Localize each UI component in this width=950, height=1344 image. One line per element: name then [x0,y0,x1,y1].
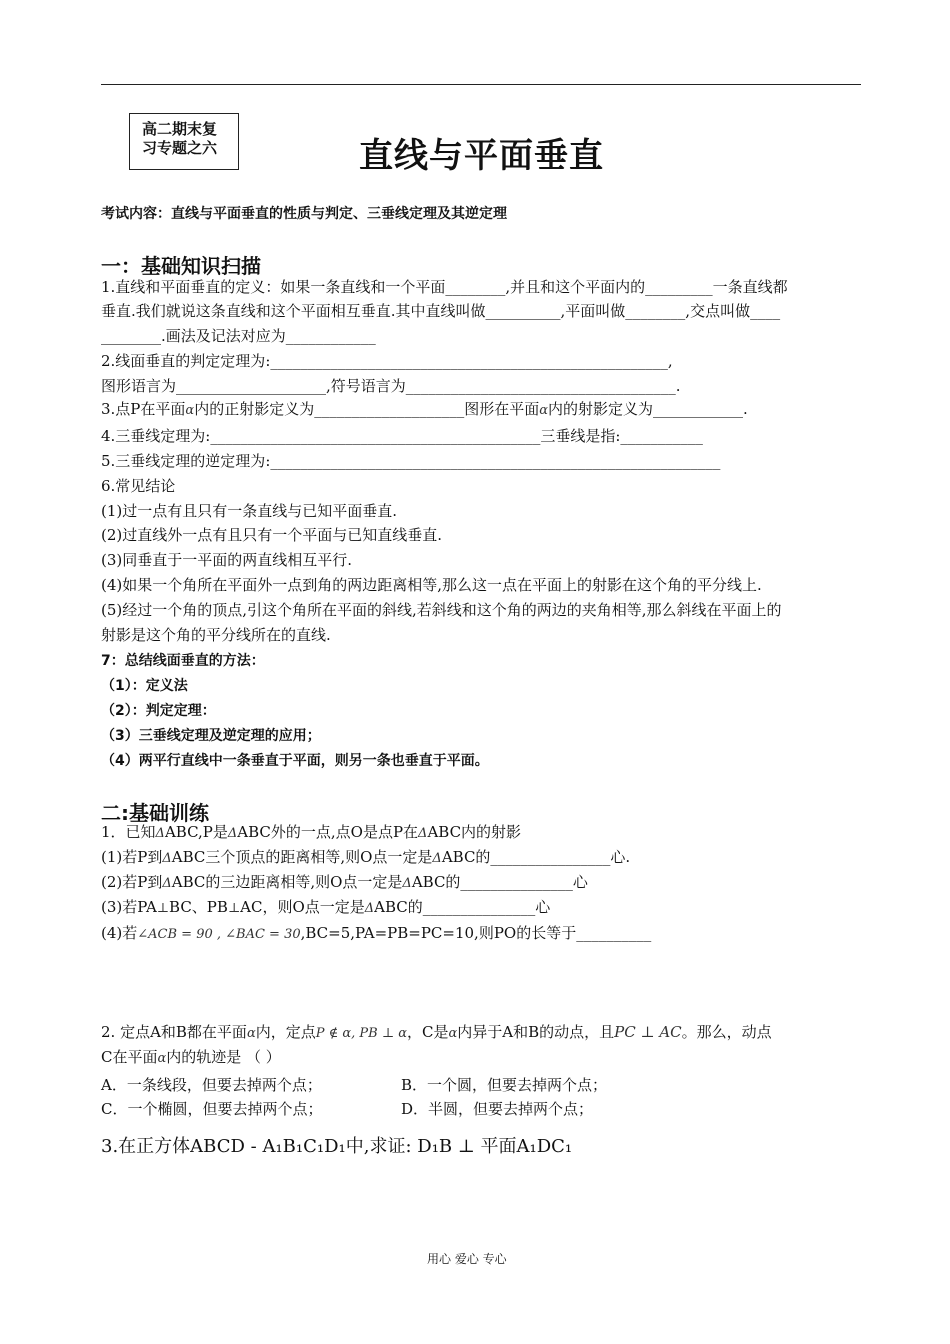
q1-text: ,BC=5,PA=PB=PC=10,则PO的长等于__________ [300,924,652,942]
triangle-symbol: Δ [418,826,428,841]
q1-text: ABC外的一点,点O是点P在 [237,823,419,841]
q2-text: 。那么，动点 [681,1023,772,1041]
conclusion-3: (3)同垂直于一平面的两直线相互平行. [101,551,353,569]
method-3: （3）三垂线定理及逆定理的应用； [101,728,321,744]
page-title: 直线与平面垂直 [359,136,604,176]
q2-text: 内异于A和B的动点，且 [457,1023,615,1041]
method-1: （1）：定义法 [101,678,188,694]
question-2-line-1 [101,1021,772,1042]
triangle-symbol: Δ [402,876,412,891]
conclusion-1: (1)过一点有且只有一条直线与已知平面垂直. [101,502,398,520]
alpha-symbol: α [448,1026,458,1041]
projection-line [101,398,748,419]
option-b: B．一个圆，但要去掉两个点； [401,1076,608,1094]
q1-text: ABC三个顶点的距离相等,则O点一定是 [171,848,433,866]
q2-text: C在平面 [101,1048,158,1066]
page-footer: 用心 爱心 专心 [427,1252,507,1266]
q2-text: 内的轨迹是 （ ） [166,1048,281,1066]
triangle-symbol: Δ [162,851,172,866]
triangle-symbol: Δ [162,876,172,891]
conclusion-5-line-2: 射影是这个角的平分线所在的直线. [101,626,331,644]
conclusion-4: (4)如果一个角所在平面外一点到角的两边距离相等,那么这一点在平面上的射影在这个角的平分线上. [101,576,762,594]
option-c: C．一个椭圆，但要去掉两个点； [101,1100,323,1118]
method-2: （2）：判定定理： [101,703,216,719]
conclusion-5-line-1: (5)经过一个角的顶点,引这个角所在平面的斜线,若斜线和这个角的两边的夹角相等,那么斜线在平面上的 [101,601,782,619]
alpha-symbol: α [246,1026,256,1041]
q1-text: 1．已知 [101,823,156,841]
definition-line-3: ________.画法及记法对应为____________ [101,327,376,345]
option-a: A．一条线段，但要去掉两个点； [101,1076,322,1094]
definition-line-2: 垂直.我们就说这条直线和这个平面相互垂直.其中直线叫做__________,平面叫做________,交点叫做____ [101,302,781,320]
question-1-part-1 [101,846,630,867]
section-heading-basics: 一：基础知识扫描 [101,254,261,278]
projection-text-a: 3.点P在平面 [101,400,186,418]
definition-line-1: 1.直线和平面垂直的定义：如果一条直线和一个平面________,并且和这个平面内的_________一条直线都 [101,278,788,296]
q2-text: 2. 定点A和B都在平面 [101,1023,247,1041]
q1-text: ABC的_______________心 [411,873,588,891]
question-1-part-4 [101,922,651,943]
methods-title: 7：总结线面垂直的方法： [101,653,265,669]
perp-formula: PC ⊥ AC [614,1023,682,1041]
q2-text: ，C是 [406,1023,449,1041]
alpha-symbol: α [539,403,548,418]
question-1-stem [101,821,521,842]
q1-text: ABC的三边距离相等,则O点一定是 [171,873,403,891]
projection-text-c: 内的射影定义为____________. [547,400,748,418]
conclusion-2: (2)过直线外一点有且只有一个平面与已知直线垂直. [101,526,443,544]
question-3: 3.在正方体ABCD - A₁B₁C₁D₁中,求证: D₁B ⊥ 平面A₁DC₁ [101,1136,573,1157]
question-1-part-2 [101,871,588,892]
option-d: D．半圆，但要去掉两个点； [401,1100,594,1118]
q2-text: 内，定点 [255,1023,316,1041]
q1-text: AC，则O点一定是 [240,898,365,916]
badge-line-2: 习专题之六 [142,139,218,157]
section-heading-training: 二:基础训练 [101,801,209,825]
alpha-symbol: α [157,1051,167,1066]
perpendicular-symbol: ⊥ [227,901,241,916]
condition-formula: P ∉ α, PB ⊥ α [315,1026,407,1041]
three-perp-theorem: 4.三垂线定理为:____________________________________________三垂线是指:___________ [101,427,703,445]
question-1-part-3 [101,896,550,917]
question-2-line-2 [101,1046,281,1067]
topic-badge [129,113,239,170]
alpha-symbol: α [185,403,195,418]
triangle-symbol: Δ [155,826,165,841]
q1-text: (1)若P到 [101,848,163,866]
projection-text-b: 内的正射影定义为____________________图形在平面 [194,400,540,418]
angle-formula: ∠ACB = 90 , ∠BAC = 30 [137,927,301,942]
triangle-symbol: Δ [432,851,442,866]
method-4: （4）两平行直线中一条垂直于平面，则另一条也垂直于平面。 [101,753,489,769]
three-perp-converse: 5.三垂线定理的逆定理为:____________________________________________________________ [101,452,721,470]
perpendicular-symbol: ⊥ [156,901,170,916]
top-rule [101,84,861,85]
conclusions-title: 6.常见结论 [101,477,176,495]
q1-text: ABC,P是 [164,823,228,841]
criterion-line-2: 图形语言为____________________,符号语言为____________________________________. [101,377,681,395]
criterion-line-1: 2.线面垂直的判定定理为:_____________________________________________________, [101,352,673,370]
q1-text: BC、PB [169,898,228,916]
badge-line-1: 高二期末复 [142,120,218,138]
triangle-symbol: Δ [364,901,375,916]
q1-text: (4)若 [101,924,138,942]
q1-text: (3)若PA [101,898,157,916]
q1-text: ABC内的射影 [427,823,522,841]
q1-text: (2)若P到 [101,873,163,891]
triangle-symbol: Δ [227,826,238,841]
exam-content: 考试内容：直线与平面垂直的性质与判定、三垂线定理及其逆定理 [101,206,507,222]
q1-text: ABC的________________心. [441,848,631,866]
q1-text: ABC的_______________心 [374,898,551,916]
